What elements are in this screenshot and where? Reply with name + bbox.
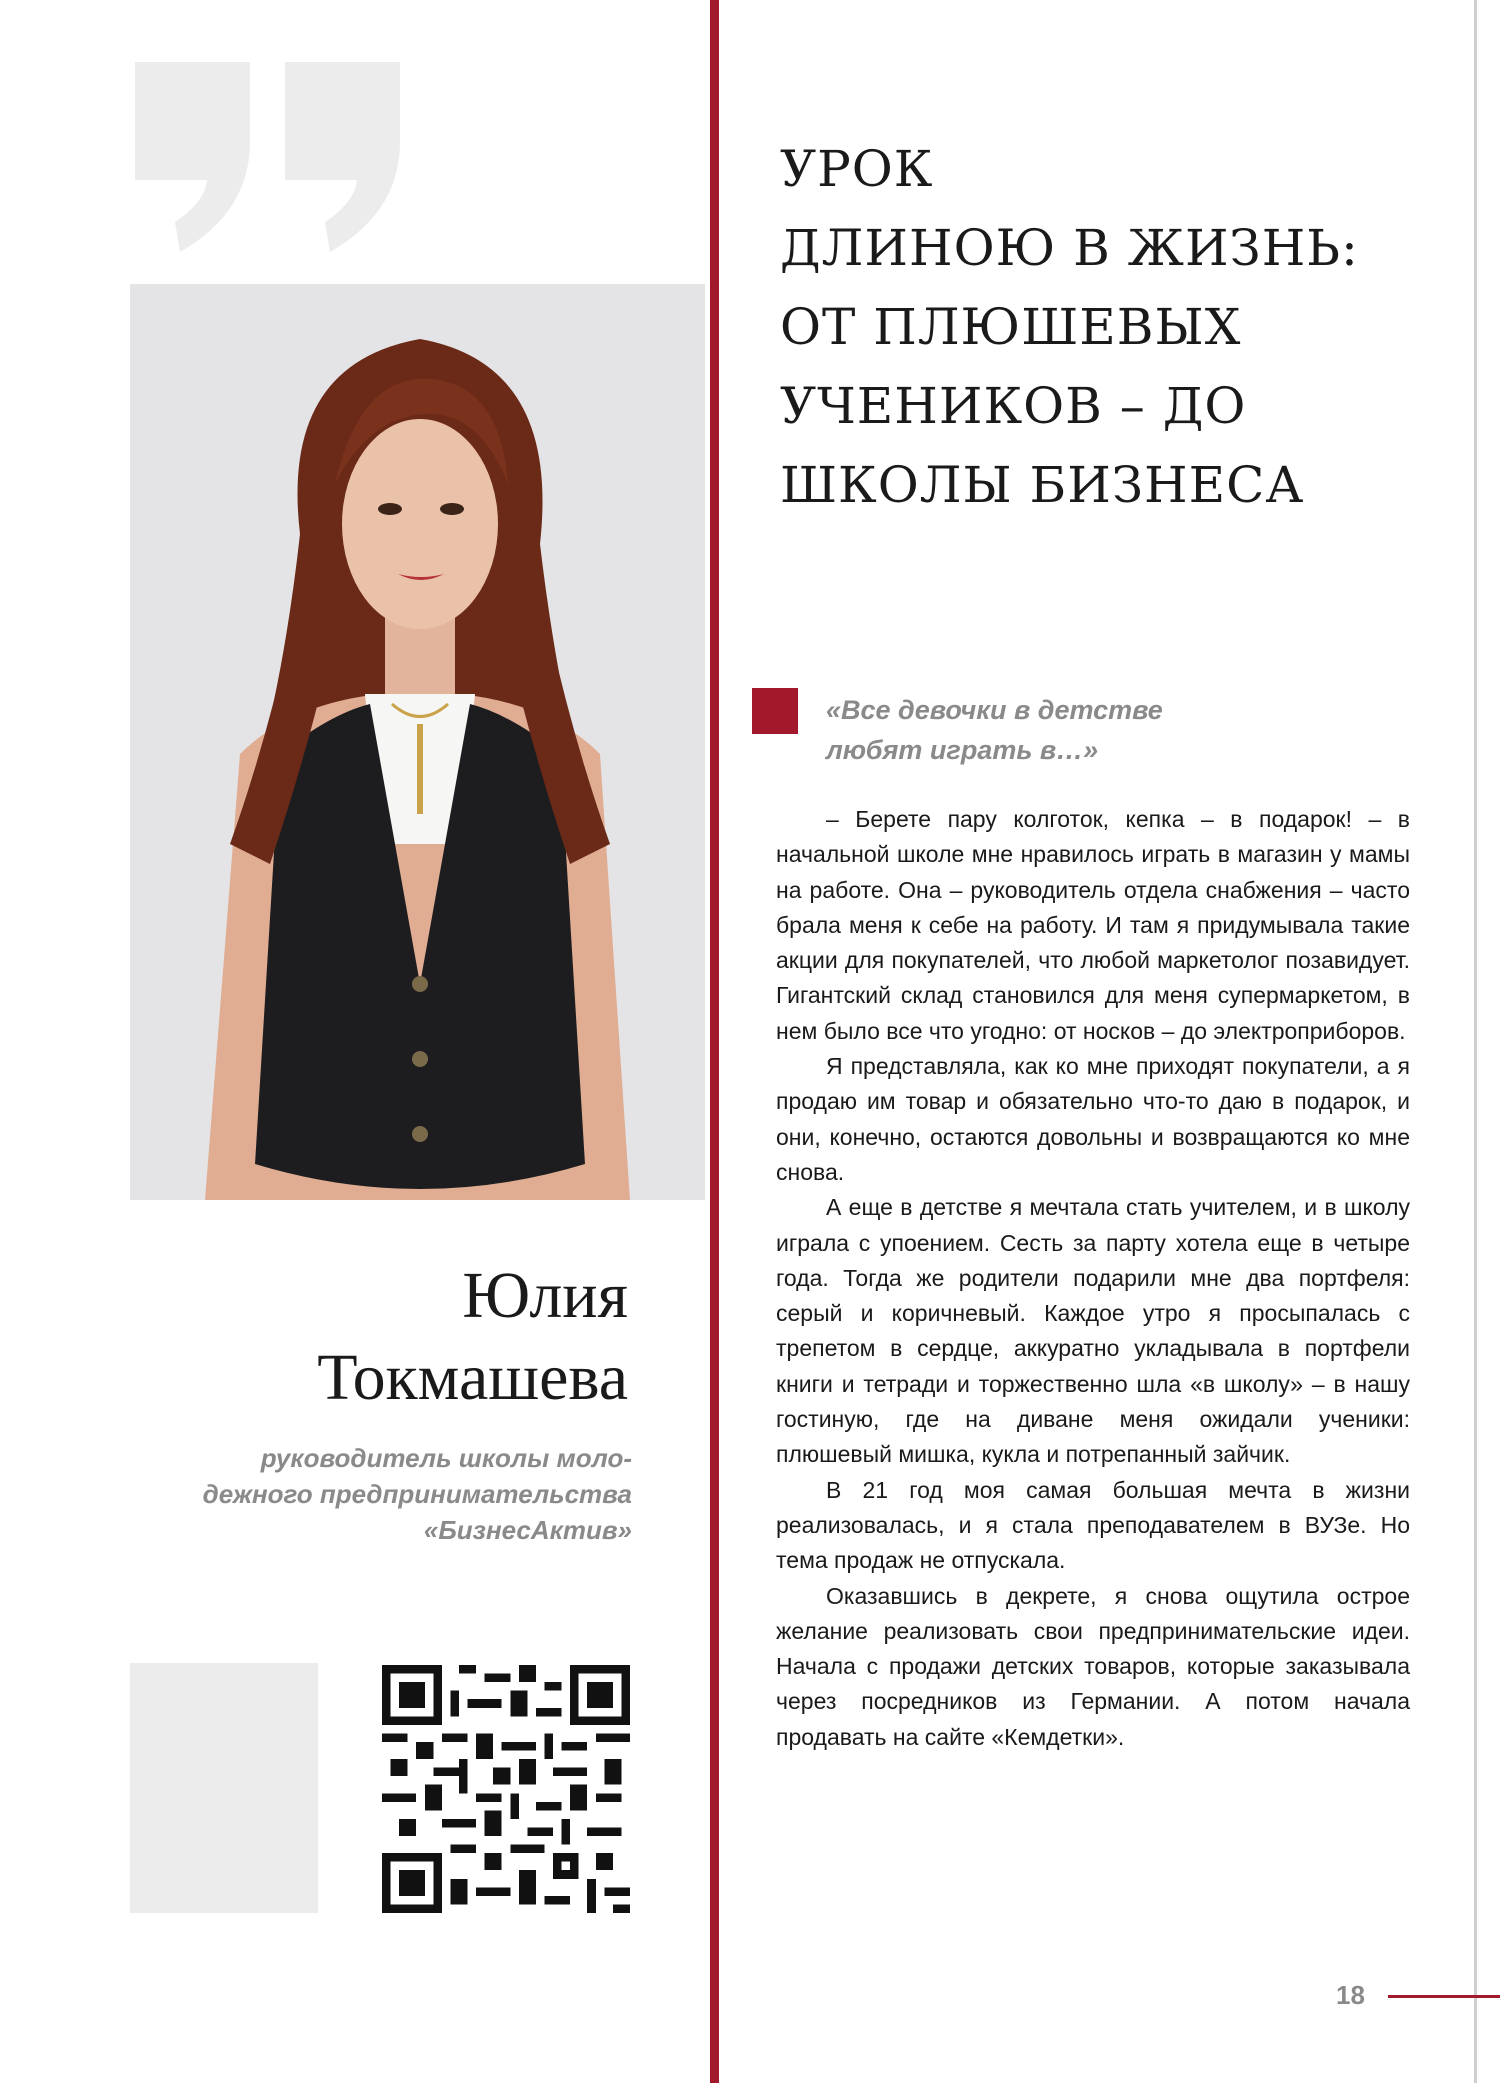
headline-line: ОТ ПЛЮШЕВЫХ	[780, 298, 1242, 356]
body-paragraph: А еще в детстве я мечтала стать учителем, и в школу играла с упоением. Сесть за парту хотела еще в четыре года. Тогда же родители подарили мне два портфеля: серый и коричневый. Каждое утро я просыпалась с трепетом в сердце, аккуратно укладывала в портфели книги и тетради и торжественно шла «в школу» – в нашу гостиную, где на диване меня ожидали ученики: плюшевый мишка, кукла и потрепанный зайчик.	[776, 1194, 1410, 1468]
quote-mark-icon	[135, 62, 410, 252]
headline-line: УЧЕНИКОВ – ДО	[780, 377, 1247, 435]
lead-line: «Все девочки в детстве	[826, 695, 1163, 725]
body-paragraph: Я представляла, как ко мне приходят покупатели, а я продаю им товар и обязательно что-то даю в подарок, и они, конечно, остаются довольны и возвращаются ко мне снова.	[776, 1053, 1410, 1185]
portrait-illustration	[130, 284, 705, 1200]
body-paragraph: В 21 год моя самая большая мечта в жизни реализовалась, и я стала преподавателем в ВУЗе. Но тема продаж не отпускала.	[776, 1476, 1410, 1574]
lead-quote	[826, 690, 1246, 770]
person-role	[72, 1440, 632, 1548]
body-paragraph: – Берете пару колготок, кепка – в подарок! – в начальной школе мне нравилось играть в магазин у мамы на работе. Она – руководитель отдела снабжения – часто брала меня к себе на работу. И там я придумывала такие акции для покупателей, что любой маркетолог позавидует. Гигантский склад становился для меня супермаркетом, в нем было все что угодно: от носков – до электроприборов.	[776, 806, 1410, 1044]
qr-code-icon[interactable]	[382, 1665, 630, 1913]
lead-marker	[752, 688, 798, 734]
page-number: 18	[1336, 1980, 1365, 2010]
lead-line: любят играть в…»	[826, 735, 1099, 765]
person-last-name: Токмашева	[317, 1341, 628, 1414]
person-first-name: Юлия	[462, 1259, 628, 1332]
person-name	[317, 1255, 628, 1419]
article-headline	[780, 130, 1420, 525]
headline-line: ДЛИНОЮ В ЖИЗНЬ:	[780, 219, 1359, 277]
page-number-rule	[1388, 1995, 1500, 1998]
decorative-gray-block	[130, 1663, 318, 1913]
portrait-photo	[130, 284, 705, 1200]
accent-divider	[710, 0, 719, 2083]
article-body	[776, 802, 1410, 1755]
headline-line: УРОК	[780, 140, 934, 198]
person-role-line: дежного предпринимательства	[202, 1479, 632, 1509]
headline-line: ШКОЛЫ БИЗНЕСА	[780, 456, 1305, 514]
person-role-line: «БизнесАктив»	[423, 1515, 632, 1545]
person-role-line: руководитель школы моло-	[260, 1443, 632, 1473]
body-paragraph: Оказавшись в декрете, я снова ощутила острое желание реализовать свои предпринимательские идеи. Начала с продажи детских товаров, которые заказывала через посредников из Германии. А потом начала продавать на сайте «Кемдетки».	[776, 1582, 1410, 1750]
page-edge-rule	[1474, 0, 1477, 2083]
